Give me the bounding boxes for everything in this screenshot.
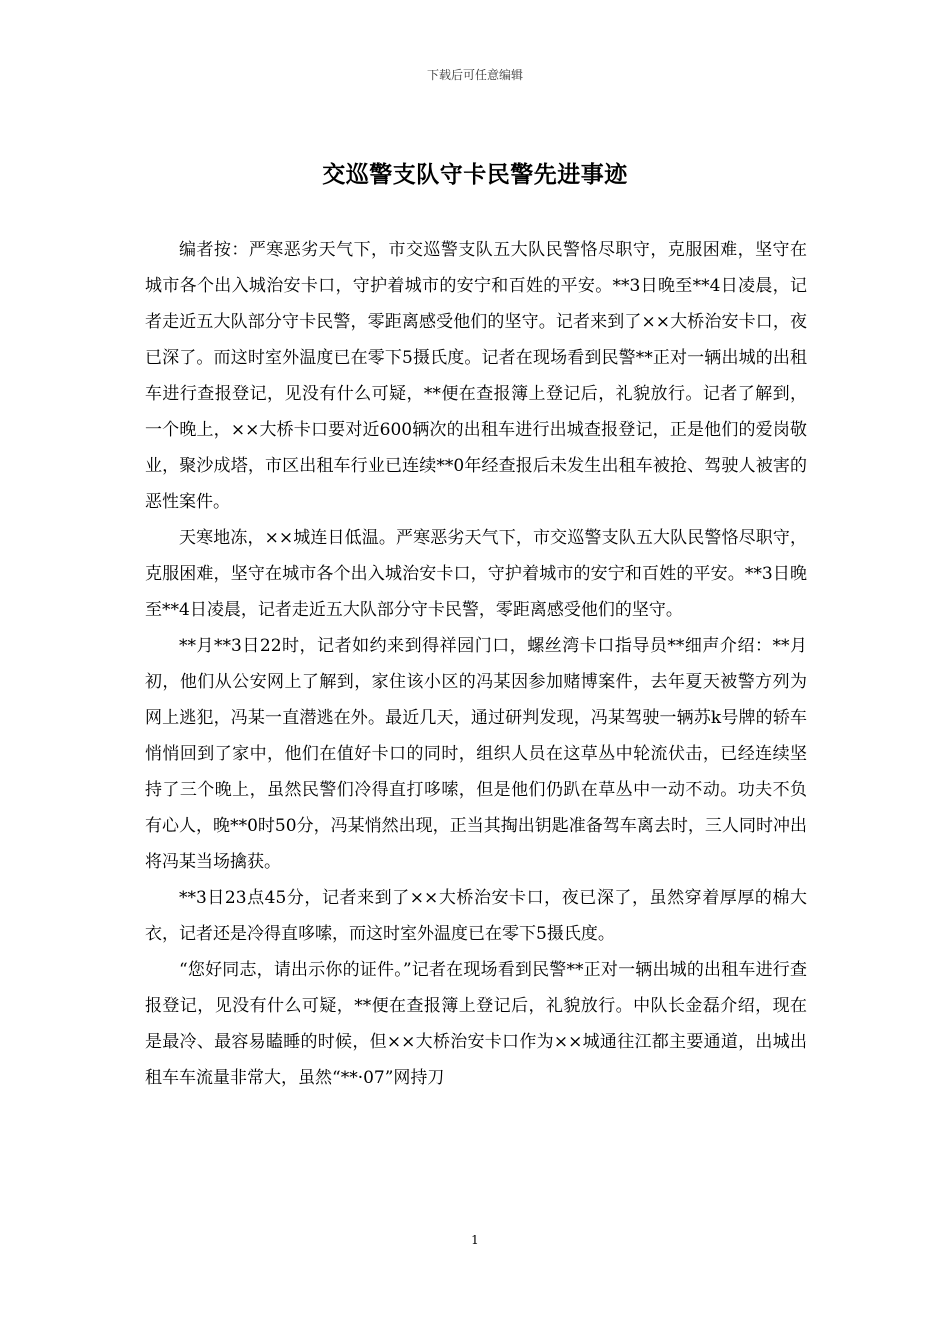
document-body	[145, 232, 807, 1096]
page-header: 下载后可任意编辑	[426, 68, 523, 82]
paragraph-bridge-checkpoint: **3日23点45分，记者来到了××大桥治安卡口，夜已深了，虽然穿着厚厚的棉大衣，记者还是冷得直哆嗦，而这时室外温度已在零下5摄氏度。	[145, 888, 807, 944]
paragraph-editor-note: 编者按：严寒恶劣天气下，市交巡警支队五大队民警恪尽职守，克服困难，坚守在城市各个出入城治安卡口，守护着城市的安宁和百姓的平安。**3日晚至**4日凌晨，记者走近五大队部分守卡民警，零距离感受他们的坚守。记者来到了××大桥治安卡口，夜已深了。而这时室外温度已在零下5摄氏度。记者在现场看到民警**正对一辆出城的出租车进行查报登记，见没有什么可疑，**便在查报簿上登记后，礼貌放行。记者了解到，一个晚上，××大桥卡口要对近600辆次的出租车进行出城查报登记，正是他们的爱岗敬业，聚沙成塔，市区出租车行业已连续**0年经查报后未发生出租车被抢、驾驶人被害的恶性案件。	[145, 240, 807, 512]
document-title: 交巡警支队守卡民警先进事迹	[322, 161, 628, 188]
paragraph-fugitive-capture: **月**3日22时，记者如约来到得祥园门口，螺丝湾卡口指导员**细声介绍：**月初，他们从公安网上了解到，家住该小区的冯某因参加赌博案件，去年夏天被警方列为网上逃犯，冯某一直潜逃在外。最近几天，通过研判发现，冯某驾驶一辆苏k号牌的轿车悄悄回到了家中，他们在值好卡口的同时，组织人员在这草丛中轮流伏击，已经连续坚持了三个晚上，虽然民警们冷得直打哆嗦，但是他们仍趴在草丛中一动不动。功夫不负有心人，晚**0时50分，冯某悄然出现，正当其掏出钥匙准备驾车离去时，三人同时冲出将冯某当场擒获。	[145, 636, 807, 872]
paragraph-taxi-check: “您好同志，请出示你的证件。”记者在现场看到民警**正对一辆出城的出租车进行查报登记，见没有什么可疑，**便在查报簿上登记后，礼貌放行。中队长金磊介绍，现在是最冷、最容易瞌睡的时候，但××大桥治安卡口作为××城通往江都主要通道，出城出租车车流量非常大，虽然“**·07”网持刀	[145, 960, 807, 1088]
page-number: 1	[471, 1233, 479, 1247]
paragraph-cold-weather: 天寒地冻，××城连日低温。严寒恶劣天气下，市交巡警支队五大队民警恪尽职守，克服困难，坚守在城市各个出入城治安卡口，守护着城市的安宁和百姓的平安。**3日晚至**4日凌晨，记者走近五大队部分守卡民警，零距离感受他们的坚守。	[145, 528, 807, 620]
